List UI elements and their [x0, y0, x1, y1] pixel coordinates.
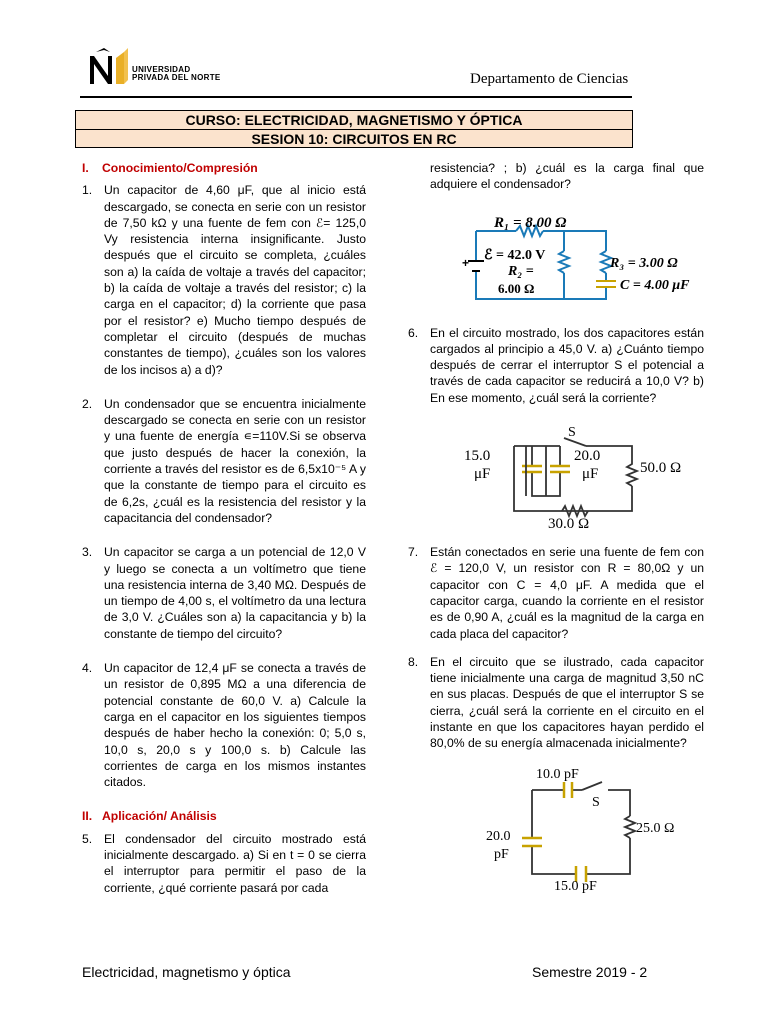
section-1-heading — [82, 160, 366, 176]
problem-text: Un capacitor se carga a un potencial de 12,0 V y luego se conecta a un voltímetro que tiene una resistencia interna de 3,40 MΩ. Después de un tiempo de 4,00 s, el voltímetro da una lectura de 3,0 V. ¿Cuáles son a) la capacitancia y b) la constante de tiempo del circuito? — [104, 545, 366, 641]
section-1-title: Conocimiento/Compresión — [102, 161, 258, 175]
problem-8 — [408, 654, 704, 752]
circuit3-switch-label: S — [592, 794, 600, 810]
circuit1-r1-label: R₁ = 8.00 Ω — [494, 214, 567, 231]
circuit1-emf-label: ℰ = 42.0 V — [484, 247, 546, 263]
circuit2-switch-label: S — [568, 425, 576, 441]
problem-text: En el circuito mostrado, los dos capacitores están cargados al principio a 45,0 V. a) ¿Cuánto tiempo después de cerrar el interruptor S el potencial a través de cada capacitor se reducirá a 10,0 V? b) En ese momento, ¿cuál será la corriente? — [430, 325, 704, 405]
circuit1-r3-label: R₃ = 3.00 Ω — [610, 255, 678, 271]
problem-number: 2. — [82, 396, 93, 411]
problem-5-continued — [408, 160, 704, 193]
problem-6 — [408, 325, 704, 406]
section-2-number: II. — [82, 809, 93, 824]
problem-text: En el circuito que se ilustrado, cada capacitor tiene inicialmente una carga de magnitud 3,50 nC en sus placas. Después de que el interruptor S se cierra, ¿cuál será la corriente en el circuito en el instante en que los capacitores hayan perdido el 80,0% de su energía almacenada inicialmente? — [430, 654, 704, 751]
circuit2-c1-value: 15.0 — [464, 448, 491, 465]
problem-number: 4. — [82, 661, 93, 676]
circuit3-c2-unit: pF — [494, 846, 509, 862]
circuit2-c1-unit: μF — [474, 466, 491, 483]
footer-course: Electricidad, magnetismo y óptica — [82, 964, 291, 980]
section-2-title: Aplicación/ Análisis — [102, 809, 217, 824]
circuit2-c2-unit: μF — [582, 466, 599, 483]
circuit3-c2-value: 20.0 — [486, 828, 511, 844]
problem-number: 8. — [408, 654, 419, 669]
section-1-number: I. — [82, 161, 89, 175]
title-box — [75, 110, 633, 148]
circuit3-r-label: 25.0 Ω — [636, 820, 675, 836]
problem-7 — [408, 544, 704, 642]
circuit1-c-label: C = 4.00 μF — [620, 277, 690, 293]
footer-semester: Semestre 2019 - 2 — [532, 964, 648, 980]
problem-4 — [82, 660, 366, 790]
session-title: SESION 10: CIRCUITOS EN RC — [251, 131, 457, 147]
problem-2 — [82, 396, 366, 526]
right-column — [408, 160, 704, 892]
logo-line2: PRIVADA DEL NORTE — [132, 73, 221, 82]
department-name: Departamento de Ciencias — [470, 71, 629, 87]
circuit2-c2-value: 20.0 — [574, 448, 601, 465]
header-rule — [80, 96, 632, 98]
problem-text: El condensador del circuito mostrado está inicialmente descargado. a) Si en t = 0 se cierra el interruptor para permitir el paso de la corriente, ¿qué corriente pasará por cada — [104, 831, 366, 895]
problem-text: resistencia? ; b) ¿cuál es la carga final que adquiere el condensador? — [430, 161, 704, 192]
logo-line1: UNIVERSIDAD — [132, 65, 191, 74]
circuit1-r2-label: R₂ = — [508, 263, 534, 279]
problem-number: 7. — [408, 545, 419, 560]
course-title: CURSO: ELECTRICIDAD, MAGNETISMO Y ÓPTICA — [76, 111, 632, 130]
circuit1-plus: + — [462, 255, 470, 270]
left-column — [82, 160, 366, 896]
problem-1 — [82, 182, 366, 378]
problem-text: Un capacitor de 4,60 μF, que al inicio está descargado, se conecta en serie con un resistor de 7,50 kΩ y una fuente de fem con ℰ= 125,0 Vy resistencia interna insignificante. Justo después que el circuito se completa, ¿cuáles son a) la caída de voltaje a través del capacitor; b) la caída de voltaje a través del resistor; c) la carga en el capacitor; d) la corriente que pasa por el resistor? e) Mucho tiempo después de completar el circuito (después de muchas constantes de tiempo), ¿cuáles son los valores de los incisos a) a d)? — [104, 183, 366, 377]
rc-circuit-2 — [436, 416, 682, 533]
problem-number: 6. — [408, 325, 419, 340]
section-2-heading — [82, 808, 366, 824]
problem-3 — [82, 544, 366, 642]
rc-circuit-3 — [436, 762, 676, 892]
problem-number: 3. — [82, 545, 93, 560]
circuit2-r1-label: 50.0 Ω — [640, 460, 682, 477]
logo-text — [132, 66, 221, 82]
problem-5 — [82, 831, 366, 896]
circuit3-c3-label: 15.0 pF — [554, 878, 597, 894]
problem-text: Están conectados en serie una fuente de fem con ℰ = 120,0 V, un resistor con R = 80,0Ω y un capacitor con C = 4,0 μF. A medida que el capacitor carga, cuando la corriente en el resistor es de 0,90 A, ¿cuál es la magnitud de la carga en cada placa del capacitor? — [430, 545, 704, 641]
circuit3-c1-label: 10.0 pF — [536, 766, 579, 782]
problem-number: 5. — [82, 831, 93, 846]
circuit1-r2-value: 6.00 Ω — [498, 280, 535, 296]
problem-number: 1. — [82, 183, 93, 198]
rc-circuit-1 — [436, 205, 690, 305]
problem-text: Un capacitor de 12,4 μF se conecta a través de un resistor de 0,895 MΩ a una diferencia de potencial constante de 60,0 V. a) Calcule la carga en el capacitor en los siguientes tiempos después de haber hecho la conexión: 0; 5,0 s, 10,0 s, 20,0 s y 100,0 s. b) Calcule las corrientes de carga en los mismos instantes citados. — [104, 661, 366, 790]
circuit2-r2-label: 30.0 Ω — [548, 516, 590, 533]
problem-text: Un condensador que se encuentra inicialmente descargado se conecta en serie con un resistor y una fuente de energía ∊=110V.Si se observa que justo después de hacer la conexión, la corriente a través del resistor es de 6,5x10⁻⁵ A y que la constante de tiempo para el circuito es de 6,2s, ¿cuál es la resistencia del resistor y la capacitancia del condensador? — [104, 396, 366, 525]
